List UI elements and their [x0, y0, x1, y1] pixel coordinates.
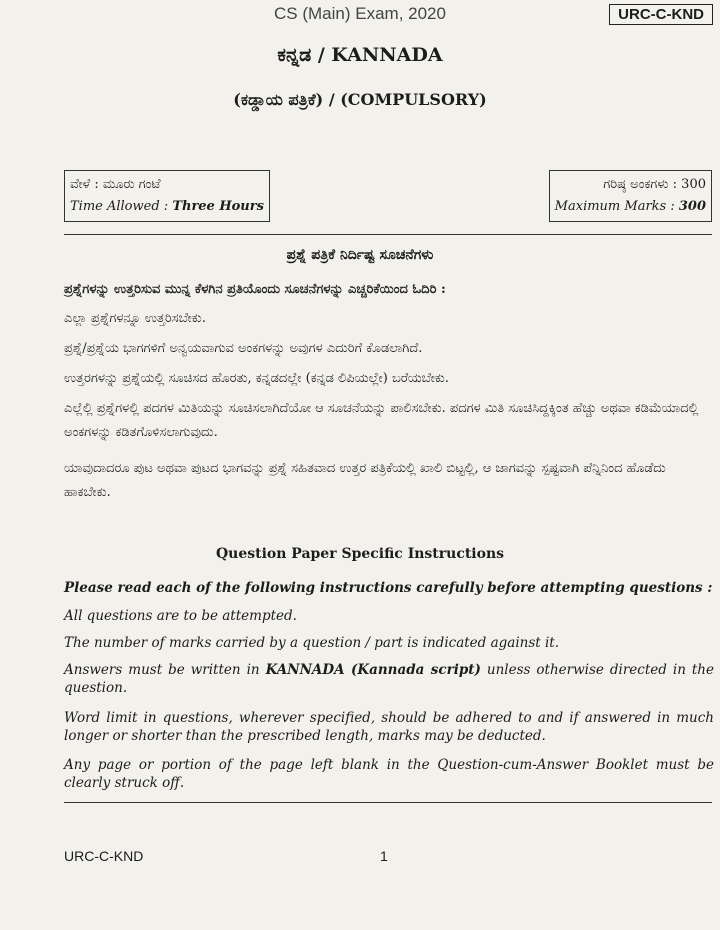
subtitle-kannada: (ಕಡ್ಡಾಯ ಪತ್ರಿಕೆ) — [233, 90, 324, 109]
kannada-instruction-1: ಎಲ್ಲಾ ಪ್ರಶ್ನೆಗಳನ್ನೂ ಉತ್ತರಿಸಬೇಕು. — [64, 311, 206, 326]
english-instructions-heading: Question Paper Specific Instructions — [215, 546, 505, 562]
maximum-marks-english — [555, 196, 706, 218]
divider-bottom — [64, 802, 712, 803]
title-english: KANNADA — [331, 44, 443, 66]
english-instruction-4: Word limit in questions, wherever specified, should be adhered to and if answered in much longer or shorter than the prescribed length, marks may be deducted. — [64, 710, 714, 744]
paper-title — [0, 44, 720, 66]
exam-title: CS (Main) Exam, 2020 — [274, 4, 446, 23]
english-instruction-1: All questions are to be attempted. — [64, 608, 297, 624]
maximum-marks-value: 300 — [678, 199, 706, 214]
time-allowed-box — [64, 170, 270, 222]
kannada-instruction-5: ಯಾವುದಾದರೂ ಪುಟ ಅಥವಾ ಪುಟದ ಭಾಗವನ್ನು ಪ್ರಶ್ನೆ ಸಹಿತವಾದ ಉತ್ತರ ಪತ್ರಿಕೆಯಲ್ಲಿ ಖಾಲಿ ಬಿಟ್ಟಲ್ಲಿ, ಆ ಜಾಗವನ್ನು ಸ್ಪಷ್ಟವಾಗಿ ಪೆನ್ನಿನಿಂದ ಹೊಡೆದು ಹಾಕಬೇಕು. — [64, 461, 666, 500]
paper-subtitle — [0, 90, 720, 110]
footer-paper-code: URC-C-KND — [64, 848, 144, 864]
kannada-instructions-heading: ಪ್ರಶ್ನೆ ಪತ್ರಿಕೆ ನಿರ್ದಿಷ್ಟ ಸೂಚನೆಗಳು — [286, 247, 434, 263]
kannada-instruction-4: ಎಲ್ಲೆಲ್ಲಿ ಪ್ರಶ್ನೆಗಳಲ್ಲಿ ಪದಗಳ ಮಿತಿಯನ್ನು ಸೂಚಿಸಲಾಗಿದೆಯೋ ಆ ಸೂಚನೆಯನ್ನು ಪಾಲಿಸಬೇಕು. ಪದಗಳ ಮಿತಿ ಸೂಚಿಸಿದ್ದಕ್ಕಿಂತ ಹೆಚ್ಚು ಅಥವಾ ಕಡಿಮೆಯಾದಲ್ಲಿ ಅಂಕಗಳನ್ನು ಕಡಿತಗೊಳಿಸಲಾಗುವುದು. — [64, 401, 699, 440]
page-number: 1 — [380, 848, 388, 864]
time-allowed-value: Three Hours — [172, 199, 264, 214]
subtitle-separator: / — [328, 90, 335, 109]
english-instruction-3-emphasis: KANNADA (Kannada script) — [265, 662, 481, 678]
maximum-marks-kannada: ಗರಿಷ್ಠ ಅಂಕಗಳು : 300 — [603, 177, 706, 192]
english-instruction-3 — [64, 661, 714, 697]
kannada-instruction-2: ಪ್ರಶ್ನೆ/ಪ್ರಶ್ನೆಯ ಭಾಗಗಳಿಗೆ ಅನ್ವಯವಾಗುವ ಅಂಕಗಳನ್ನು ಅವುಗಳ ಎದುರಿಗೆ ಕೊಡಲಾಗಿದೆ. — [64, 341, 423, 356]
english-instruction-5: Any page or portion of the page left blank in the Question-cum-Answer Booklet must be clearly struck off. — [64, 757, 714, 791]
english-instructions-lead: Please read each of the following instructions carefully before attempting questions : — [64, 580, 713, 596]
time-allowed-label: Time Allowed : — [70, 199, 169, 214]
english-instruction-2: The number of marks carried by a question / part is indicated against it. — [64, 635, 560, 651]
divider-top — [64, 234, 712, 235]
english-instruction-3-start: Answers must be written in — [64, 662, 260, 678]
time-allowed-kannada: ವೇಳೆ : ಮೂರು ಗಂಟೆ — [70, 177, 161, 192]
title-separator: / — [317, 44, 325, 66]
paper-code-badge: URC-C-KND — [609, 4, 713, 25]
english-instruction-3-end: unless otherwise directed in the question. — [64, 662, 714, 696]
maximum-marks-box — [549, 170, 712, 222]
subtitle-english: (COMPULSORY) — [340, 90, 487, 109]
kannada-instructions-lead: ಪ್ರಶ್ನೆಗಳನ್ನು ಉತ್ತರಿಸುವ ಮುನ್ನ ಕೆಳಗಿನ ಪ್ರತಿಯೊಂದು ಸೂಚನೆಗಳನ್ನು ಎಚ್ಚರಿಕೆಯಿಂದ ಓದಿರಿ : — [64, 282, 446, 297]
title-kannada: ಕನ್ನಡ — [277, 44, 312, 66]
maximum-marks-label: Maximum Marks : — [554, 199, 675, 214]
kannada-instruction-3: ಉತ್ತರಗಳನ್ನು ಪ್ರಶ್ನೆಯಲ್ಲಿ ಸೂಚಿಸದ ಹೊರತು, ಕನ್ನಡದಲ್ಲೇ (ಕನ್ನಡ ಲಿಪಿಯಲ್ಲೇ) ಬರೆಯಬೇಕು. — [64, 371, 449, 386]
time-allowed-english — [70, 196, 264, 218]
